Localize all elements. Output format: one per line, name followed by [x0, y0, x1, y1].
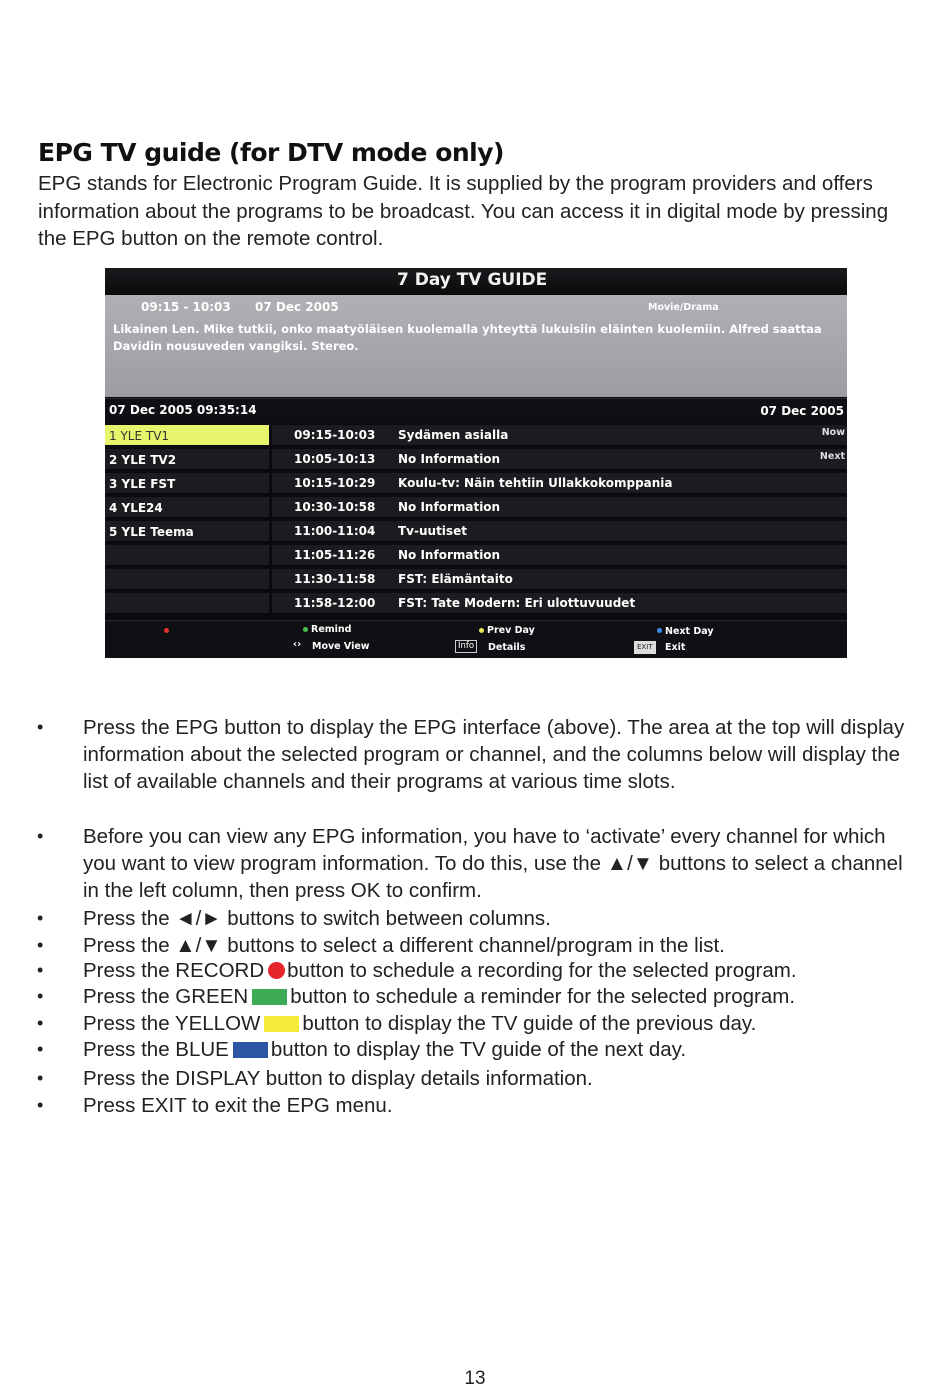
epg-row: [105, 545, 847, 567]
bullet-icon: •: [37, 826, 44, 846]
yellow-key-icon: [479, 628, 484, 633]
epg-info-date: 07 Dec 2005: [255, 300, 339, 314]
page-heading: EPG TV guide (for DTV mode only): [38, 138, 504, 167]
record-button-icon: [268, 962, 285, 979]
bullet-icon: •: [37, 717, 44, 737]
program-title: FST: Elämäntaito: [398, 572, 513, 586]
green-button-icon: [252, 989, 287, 1005]
program-time: 10:30-10:58: [294, 500, 376, 514]
epg-row: [105, 497, 847, 519]
record-text-post: button to schedule a recording for the selected program.: [287, 959, 797, 982]
intro-paragraph: EPG stands for Electronic Program Guide. It is supplied by the program providers and offers information about the programs to be broadcast. You can access it in digital mode by pressing the EPG button on the remote control.: [38, 172, 889, 250]
program-time: 09:15-10:03: [294, 428, 376, 442]
epg-footer: [105, 620, 847, 658]
bullet-icon: •: [37, 960, 44, 980]
epg-row: [105, 425, 847, 447]
program-title: No Information: [398, 452, 501, 466]
exit-hint: Exit: [665, 642, 686, 653]
details-hint: Details: [488, 642, 526, 653]
program-title: No Information: [398, 548, 501, 562]
channel-item[interactable]: 4 YLE24: [105, 497, 269, 519]
program-item[interactable]: [272, 449, 847, 471]
bullet-icon: •: [37, 1068, 44, 1088]
epg-guide-date: 07 Dec 2005: [760, 404, 844, 418]
exit-key-icon: EXIT: [634, 641, 656, 654]
red-key-icon: [164, 628, 169, 633]
info-key-icon: Info: [455, 640, 477, 653]
epg-row: [105, 449, 847, 471]
record-text-pre: Press the RECORD: [83, 959, 265, 982]
channel-item[interactable]: 2 YLE TV2: [105, 449, 269, 471]
green-text-post: button to schedule a reminder for the selected program.: [290, 985, 796, 1008]
epg-info-genre: Movie/Drama: [648, 302, 719, 313]
green-key-icon: [303, 627, 308, 632]
program-time: 11:58-12:00: [294, 596, 376, 610]
program-title: No Information: [398, 500, 501, 514]
bullet-icon: •: [37, 908, 44, 928]
channel-item[interactable]: 3 YLE FST: [105, 473, 269, 495]
bullet-icon: •: [37, 1013, 44, 1033]
yellow-text-post: button to display the TV guide of the previous day.: [302, 1012, 757, 1035]
channel-item[interactable]: [105, 593, 269, 615]
epg-screen: [105, 268, 847, 658]
page-number: 13: [464, 1368, 486, 1389]
epg-info-time: 09:15 - 10:03: [141, 300, 231, 314]
program-title: FST: Tate Modern: Eri ulottuvuudet: [398, 596, 636, 610]
channel-item[interactable]: 5 YLE Teema: [105, 521, 269, 543]
program-title: Koulu-tv: Näin tehtiin Ullakkokomppania: [398, 476, 673, 490]
program-time: 10:15-10:29: [294, 476, 376, 490]
list-item-text: [83, 983, 923, 1010]
program-title: Sydämen asialla: [398, 428, 509, 442]
program-item[interactable]: [272, 425, 847, 447]
program-item[interactable]: [272, 545, 847, 567]
epg-row: [105, 569, 847, 591]
list-item-text: Press EXIT to exit the EPG menu.: [83, 1094, 393, 1117]
list-item-text: Before you can view any EPG information, you have to ‘activate’ every channel for which you want to view program information. To do this, use the ▲/▼ buttons to select a channel in the left column, then press OK to confirm.: [83, 825, 903, 902]
program-time: 11:05-11:26: [294, 548, 376, 562]
epg-row: [105, 521, 847, 543]
green-text-pre: Press the GREEN: [83, 985, 249, 1008]
program-tag: Now: [821, 427, 845, 438]
epg-row: [105, 593, 847, 615]
yellow-button-icon: [264, 1016, 299, 1032]
blue-text-post: button to display the TV guide of the next day.: [270, 1038, 687, 1061]
arrows-key-icon: ‹›: [293, 639, 302, 650]
program-item[interactable]: [272, 569, 847, 591]
program-item[interactable]: [272, 521, 847, 543]
program-title: Tv-uutiset: [398, 524, 467, 538]
program-item[interactable]: [272, 593, 847, 615]
epg-row: [105, 473, 847, 495]
list-item-text: Press the EPG button to display the EPG interface (above). The area at the top will display information about the selected program or channel, and the columns below will display the list of available channels and their programs at various time slots.: [83, 716, 905, 793]
blue-text-pre: Press the BLUE: [83, 1038, 229, 1061]
blue-key-icon: [657, 628, 662, 633]
epg-info-description: Likainen Len. Mike tutkii, onko maatyöläisen kuolemalla yhteyttä lukuisiin eläinten kuolemiin. Alfred saattaa Davidin nousuveden vangiksi. Stereo.: [113, 322, 822, 353]
bullet-icon: •: [37, 1039, 44, 1059]
blue-button-icon: [233, 1042, 268, 1058]
prev-day-hint: Prev Day: [487, 625, 535, 636]
bullet-icon: •: [37, 935, 44, 955]
channel-item[interactable]: 1 YLE TV1: [105, 425, 269, 447]
list-item-text: [83, 1010, 923, 1037]
channel-item[interactable]: [105, 569, 269, 591]
channel-item[interactable]: [105, 545, 269, 567]
program-time: 10:05-10:13: [294, 452, 376, 466]
epg-title: 7 Day TV GUIDE: [397, 270, 548, 290]
yellow-text-pre: Press the YELLOW: [83, 1012, 261, 1035]
list-item-text: Press the ▲/▼ buttons to select a different channel/program in the list.: [83, 934, 725, 957]
list-item-text: Press the DISPLAY button to display details information.: [83, 1067, 593, 1090]
program-tag: Next: [819, 451, 845, 462]
list-item-text: [83, 957, 923, 984]
list-item-text: Press the ◄/► buttons to switch between columns.: [83, 907, 551, 930]
next-day-hint: Next Day: [665, 626, 714, 637]
epg-info-panel: [105, 295, 847, 397]
move-view-hint: Move View: [312, 641, 370, 652]
program-item[interactable]: [272, 473, 847, 495]
epg-title-bar: [105, 268, 847, 295]
bullet-icon: •: [37, 1095, 44, 1115]
epg-current-datetime: 07 Dec 2005 09:35:14: [109, 403, 257, 417]
list-item-text: [83, 1036, 923, 1063]
bullet-icon: •: [37, 986, 44, 1006]
program-time: 11:30-11:58: [294, 572, 376, 586]
program-time: 11:00-11:04: [294, 524, 376, 538]
epg-dateline: [105, 398, 847, 423]
program-item[interactable]: [272, 497, 847, 519]
remind-hint: Remind: [311, 624, 352, 635]
